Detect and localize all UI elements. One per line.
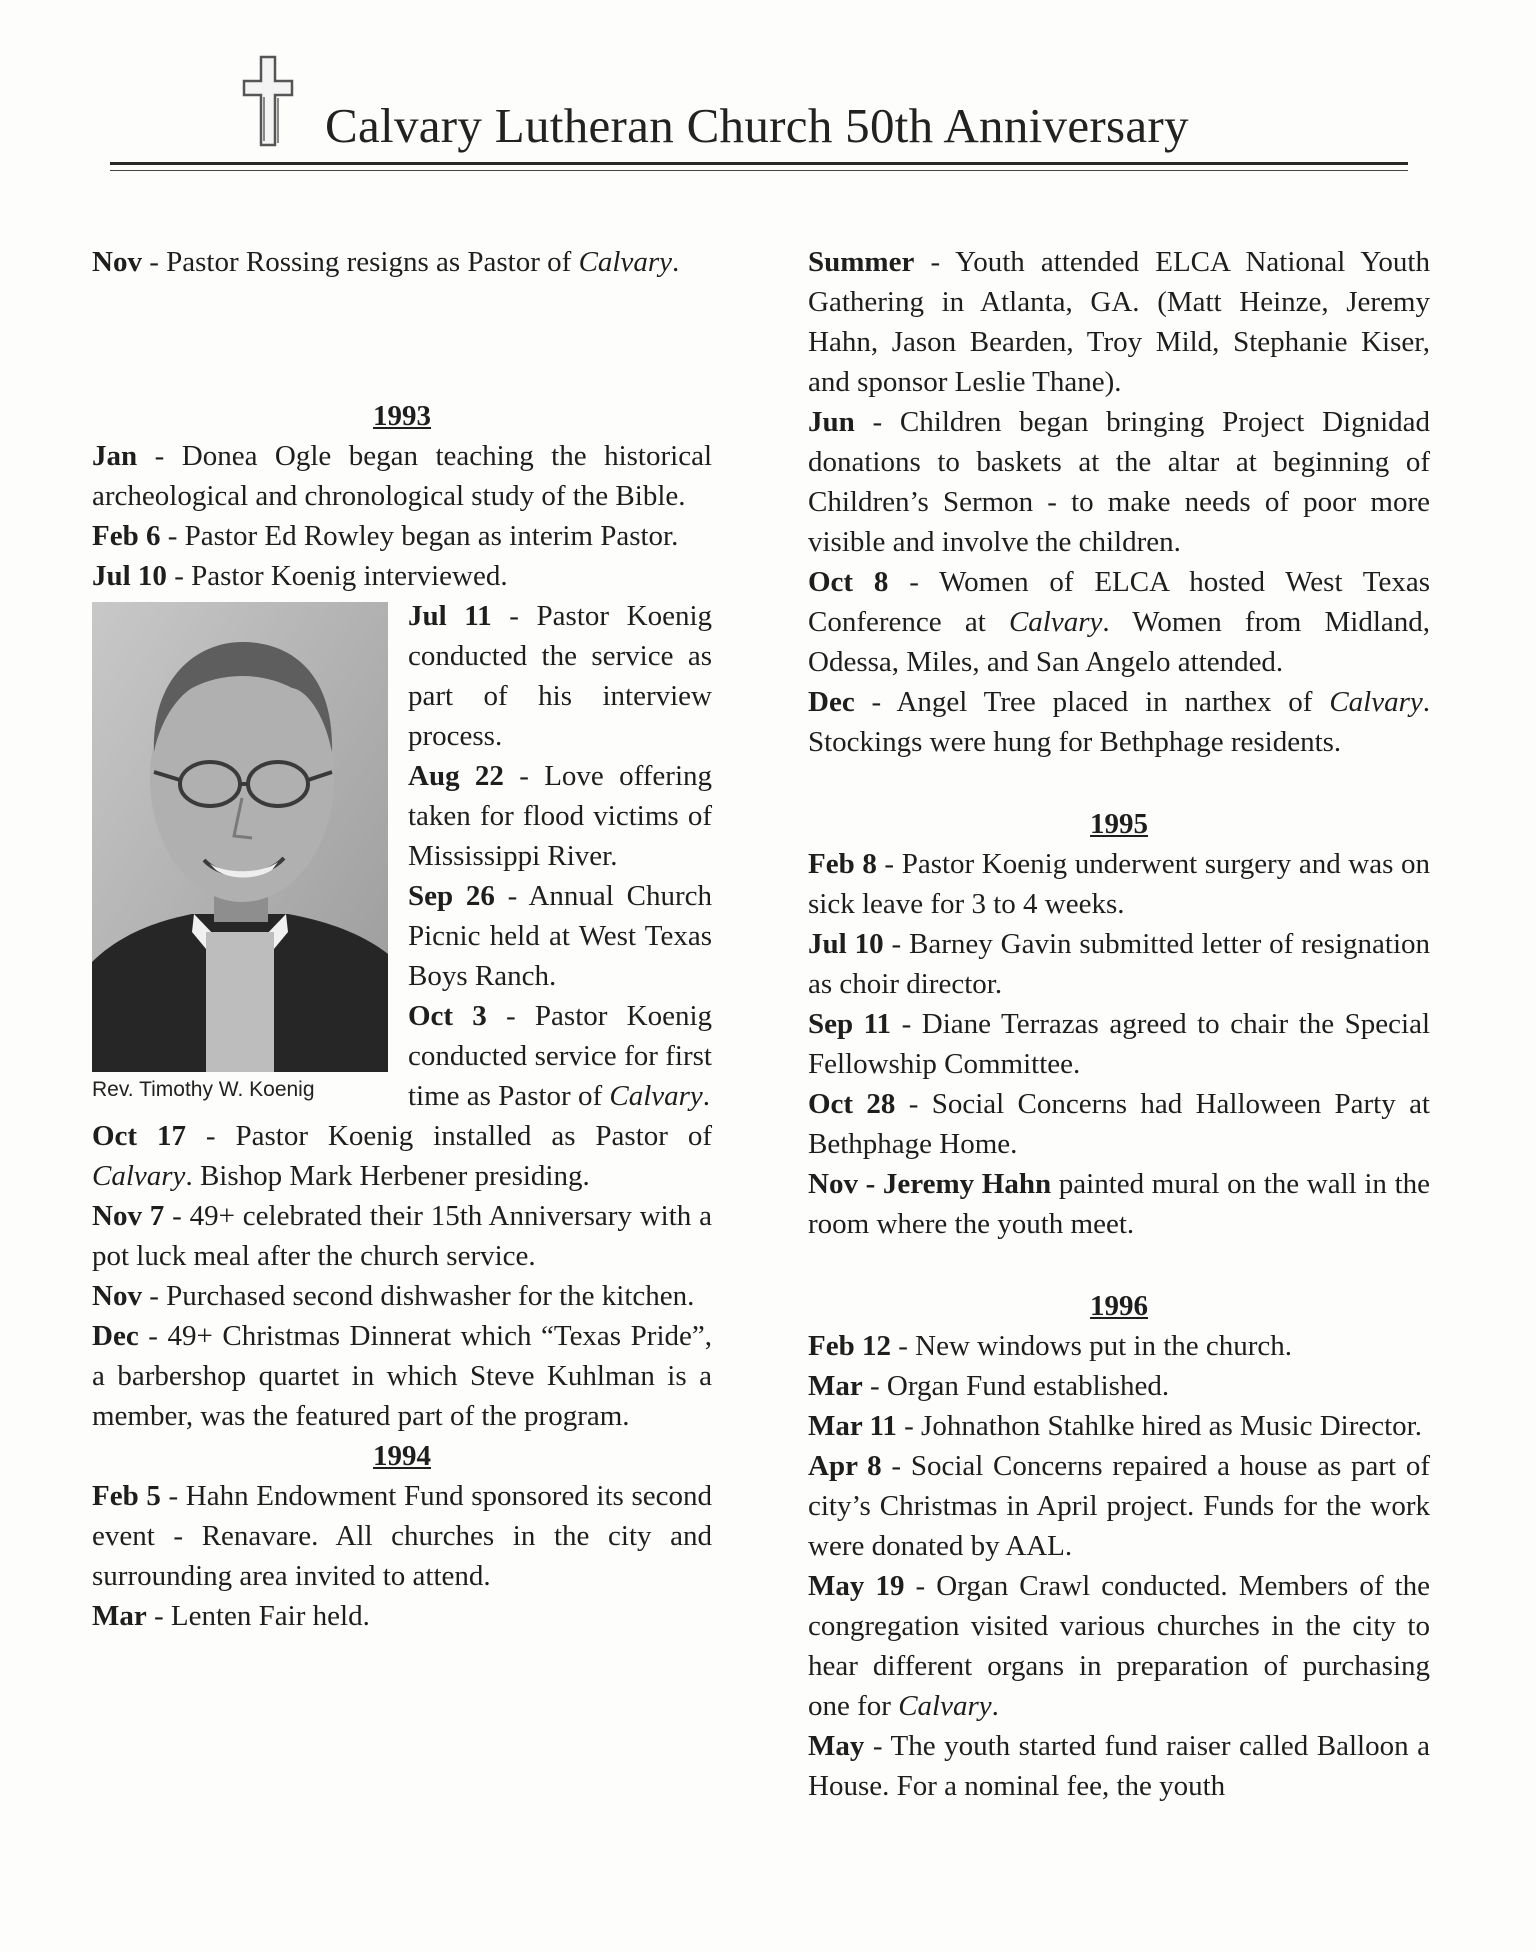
entry-nov-1995: [808, 1164, 1430, 1244]
entry-dec-1994: [808, 682, 1430, 762]
entry-mar-1994: [92, 1596, 712, 1636]
entry-text: painted mural on the wall in the room where the youth meet.: [808, 1168, 1430, 1240]
entry-date: Nov: [92, 1280, 142, 1312]
year-heading-1993: 1993: [373, 400, 431, 432]
entry-date: Jun: [808, 406, 855, 438]
year-heading-1996: 1996: [1090, 1290, 1148, 1322]
entry-nov-1992: [92, 242, 712, 282]
person-name: Jeremy Hahn: [882, 1168, 1052, 1200]
year-heading-1995: 1995: [1090, 808, 1148, 840]
entry-dec-1993: [92, 1316, 712, 1436]
church-name: Calvary: [1329, 686, 1423, 718]
entry-text: - 49+ celebrated their 15th Anniversary with a pot luck meal after the church service.: [92, 1200, 712, 1272]
entry-text: - Children began bringing Project Dignidad donations to baskets at the altar at beginning of Children’s Sermon - to make needs of poor more visible and involve the children.: [808, 406, 1430, 558]
entry-oct17-1993: [92, 1116, 712, 1196]
entry-date: Jul 10: [92, 560, 167, 592]
entry-text: .: [672, 246, 680, 278]
cross-icon: [242, 55, 294, 147]
entry-date: Oct 17: [92, 1120, 186, 1152]
entry-date: Aug 22: [408, 760, 504, 792]
church-name: Calvary: [609, 1080, 703, 1112]
entry-date: Nov 7: [92, 1200, 165, 1232]
entry-text: -: [857, 1168, 883, 1200]
entry-date: Apr 8: [808, 1450, 882, 1482]
entry-feb6-1993: [92, 516, 712, 556]
entry-feb8-1995: [808, 844, 1430, 924]
entry-date: Nov: [808, 1168, 858, 1200]
entry-text: - Youth attended ELCA National Youth Gathering in Atlanta, GA. (Matt Heinze, Jeremy Hahn, Jason Bearden, Troy Mild, Stephanie Kiser, and sponsor Leslie Thane).: [808, 246, 1430, 398]
entry-text: - Social Concerns repaired a house as part of city’s Christmas in April project. Funds for the work were donated by AAL.: [808, 1450, 1430, 1562]
entry-date: Nov: [92, 246, 142, 278]
entry-mar11-1996: [808, 1406, 1430, 1446]
entry-text: - The youth started fund raiser called Balloon a House. For a nominal fee, the youth: [808, 1730, 1430, 1802]
entry-summer-1994: [808, 242, 1430, 402]
entry-text: .: [702, 1080, 711, 1112]
entry-text: - Women of ELCA hosted West Texas Conference at: [808, 566, 1430, 638]
entry-date: Oct 3: [408, 1000, 487, 1032]
entry-date: Feb 6: [92, 520, 161, 552]
entry-text: . Bishop Mark Herbener presiding.: [185, 1160, 590, 1192]
entry-feb5-1994: [92, 1476, 712, 1596]
church-name: Calvary: [92, 1160, 186, 1192]
entry-date: May: [808, 1730, 865, 1762]
entry-text: - Pastor Koenig underwent surgery and was on sick leave for 3 to 4 weeks.: [808, 848, 1430, 920]
entry-jul10-1993: [92, 556, 712, 596]
entry-text: - Pastor Koenig installed as Pastor of: [186, 1120, 712, 1152]
entry-date: Jul 11: [408, 600, 492, 632]
entry-feb12-1996: [808, 1326, 1430, 1366]
church-name: Calvary: [1008, 606, 1103, 638]
entry-text: . Women from Midland, Odessa, Miles, and San Angelo attended.: [808, 606, 1430, 678]
entry-text: .: [991, 1690, 999, 1722]
entry-date: Feb 12: [808, 1330, 891, 1362]
entry-text: - Organ Fund established.: [862, 1370, 1170, 1402]
entry-date: Feb 8: [808, 848, 877, 880]
entry-text: - Donea Ogle began teaching the historical archeological and chronological study of the Bible.: [92, 440, 712, 512]
entry-text: - Purchased second dishwasher for the kitchen.: [141, 1280, 695, 1312]
entry-may-1996: [808, 1726, 1430, 1806]
entry-text: - Organ Crawl conducted. Members of the congregation visited various churches in the city to hear different organs in preparation of purchasing one for: [808, 1570, 1430, 1722]
entry-text: - Pastor Rossing resigns as Pastor of: [141, 246, 579, 278]
entry-text: - Johnathon Stahlke hired as Music Director.: [896, 1410, 1422, 1442]
entry-text: - Lenten Fair held.: [146, 1600, 370, 1632]
entry-date: May 19: [808, 1570, 905, 1602]
year-heading-1994: 1994: [373, 1440, 431, 1472]
entry-text: - Angel Tree placed in narthex of: [854, 686, 1330, 718]
entry-nov7-1993: [92, 1196, 712, 1276]
right-column: [808, 242, 1430, 1806]
entry-text: - Pastor Koenig conducted service for first time as Pastor of: [408, 1000, 712, 1112]
header-rule-thin: [110, 170, 1408, 171]
entry-text: . Stockings were hung for Bethphage residents.: [808, 686, 1430, 758]
entry-date: Mar: [92, 1600, 147, 1632]
entry-jun-1994: [808, 402, 1430, 562]
entry-text: - 49+ Christmas Dinnerat which “Texas Pride”, a barbershop quartet in which Steve Kuhlman is a member, was the featured part of the program.: [92, 1320, 712, 1432]
entry-sep11-1995: [808, 1004, 1430, 1084]
entry-date: Mar: [808, 1370, 863, 1402]
entry-date: Dec: [808, 686, 855, 718]
entry-date: Summer: [808, 246, 915, 278]
page-title: Calvary Lutheran Church 50th Anniversary: [325, 98, 1189, 153]
church-name: Calvary: [578, 246, 672, 278]
pastor-photo: [92, 602, 388, 1072]
entry-text: - Barney Gavin submitted letter of resignation as choir director.: [808, 928, 1431, 1000]
entry-oct28-1995: [808, 1084, 1430, 1164]
entry-date: Jan: [92, 440, 138, 472]
entry-text: - New windows put in the church.: [890, 1330, 1293, 1362]
entry-date: Mar 11: [808, 1410, 897, 1442]
entry-date: Sep 11: [808, 1008, 892, 1040]
entry-date: Dec: [92, 1320, 139, 1352]
entry-oct8-1994: [808, 562, 1430, 682]
left-column: [92, 242, 712, 1636]
entry-text: - Diane Terrazas agreed to chair the Special Fellowship Committee.: [808, 1008, 1430, 1080]
entry-text: - Pastor Ed Rowley began as interim Pastor.: [160, 520, 679, 552]
entry-text: - Pastor Koenig conducted the service as part of his interview process.: [408, 600, 712, 752]
entry-date: Sep 26: [408, 880, 495, 912]
entry-jan-1993: [92, 436, 712, 516]
entry-text: - Annual Church Picnic held at West Texas Boys Ranch.: [408, 880, 712, 992]
entry-apr8-1996: [808, 1446, 1430, 1566]
entry-may19-1996: [808, 1566, 1430, 1726]
page-header: [110, 55, 1410, 175]
entry-mar-1996: [808, 1366, 1430, 1406]
church-name: Calvary: [898, 1690, 992, 1722]
entry-text: - Social Concerns had Halloween Party at Bethphage Home.: [808, 1088, 1430, 1160]
entry-text: - Hahn Endowment Fund sponsored its second event - Renavare. All churches in the city and surrounding area invited to attend.: [92, 1480, 712, 1592]
entry-date: Feb 5: [92, 1480, 161, 1512]
entry-jul10-1995: [808, 924, 1430, 1004]
photo-caption: Rev. Timothy W. Koenig: [92, 1078, 315, 1101]
entry-date: Oct 8: [808, 566, 889, 598]
header-rule: [110, 162, 1408, 165]
entry-date: Oct 28: [808, 1088, 896, 1120]
entry-text: - Love offering taken for flood victims of Mississippi River.: [408, 760, 712, 872]
entry-date: Jul 10: [808, 928, 884, 960]
pastor-photo-figure: [92, 602, 392, 1102]
entry-text: - Pastor Koenig interviewed.: [166, 560, 508, 592]
entry-nov-1993: [92, 1276, 712, 1316]
